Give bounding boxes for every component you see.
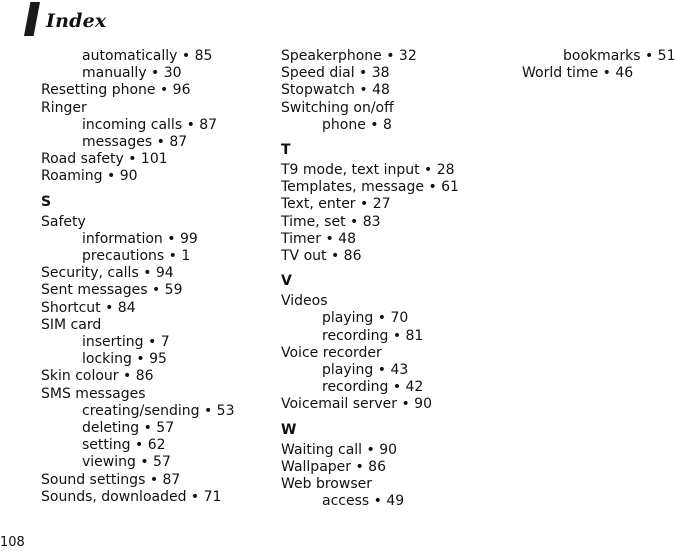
index-subentry: recording • 81	[322, 327, 424, 344]
index-entry: SMS messages	[41, 385, 146, 402]
index-subentry: creating/sending • 53	[82, 402, 235, 419]
index-subentry: bookmarks • 51	[563, 48, 675, 64]
index-entry: Timer • 48	[281, 230, 356, 247]
index-entry: Templates, message • 61	[281, 179, 459, 196]
index-entry: Time, set • 83	[281, 213, 381, 230]
index-entry: World time • 46	[522, 65, 634, 82]
index-section-letter: T	[281, 142, 291, 159]
index-subentry: information • 99	[82, 230, 198, 247]
index-entry: Speed dial • 38	[281, 65, 390, 82]
index-subentry: recording • 42	[322, 379, 424, 396]
index-entry: Skin colour • 86	[41, 368, 154, 385]
header-bar-graphic	[24, 2, 40, 36]
index-entry: Resetting phone • 96	[41, 82, 191, 99]
index-subentry: inserting • 7	[82, 334, 170, 351]
index-column-3	[522, 48, 675, 82]
index-subentry: locking • 95	[82, 351, 167, 368]
index-entry: Voice recorder	[281, 344, 382, 361]
index-subentry: automatically • 85	[82, 48, 213, 64]
index-entry: SIM card	[41, 316, 102, 333]
index-entry: Roaming • 90	[41, 168, 138, 185]
index-entry: Safety	[41, 213, 86, 230]
index-subentry: manually • 30	[82, 65, 182, 82]
index-section-letter: W	[281, 421, 297, 438]
page-number: 108	[0, 535, 25, 550]
index-column-2	[281, 48, 511, 510]
index-entry: Road safety • 101	[41, 151, 168, 168]
index-entry: Sounds, downloaded • 71	[41, 488, 222, 505]
index-entry: Speakerphone • 32	[281, 48, 417, 64]
index-entry: Web browser	[281, 476, 372, 493]
index-subentry: playing • 43	[322, 362, 409, 379]
index-entry: Security, calls • 94	[41, 265, 174, 282]
index-subentry: precautions • 1	[82, 248, 191, 265]
index-entry: TV out • 86	[281, 248, 362, 265]
index-subentry: incoming calls • 87	[82, 116, 218, 133]
index-entry: Switching on/off	[281, 99, 394, 116]
index-section-letter: V	[281, 273, 292, 290]
index-entry: Text, enter • 27	[281, 196, 391, 213]
page-title: Index	[46, 10, 107, 32]
index-entry: Videos	[281, 293, 328, 310]
index-subentry: messages • 87	[82, 134, 188, 151]
index-subentry: setting • 62	[82, 437, 166, 454]
index-entry: Sent messages • 59	[41, 282, 183, 299]
index-entry: Shortcut • 84	[41, 299, 136, 316]
index-section-letter: S	[41, 193, 52, 210]
index-column-1	[41, 48, 271, 506]
index-subentry: access • 49	[322, 493, 405, 510]
index-entry: Voicemail server • 90	[281, 396, 432, 413]
index-entry: Wallpaper • 86	[281, 458, 386, 475]
index-subentry: playing • 70	[322, 310, 409, 327]
index-entry: Ringer	[41, 99, 87, 116]
index-entry: Stopwatch • 48	[281, 82, 390, 99]
index-entry: Sound settings • 87	[41, 471, 181, 488]
index-entry: Waiting call • 90	[281, 441, 398, 458]
index-entry: T9 mode, text input • 28	[281, 162, 455, 179]
index-subentry: phone • 8	[322, 116, 392, 133]
index-subentry: viewing • 57	[82, 454, 171, 471]
index-subentry: deleting • 57	[82, 420, 175, 437]
